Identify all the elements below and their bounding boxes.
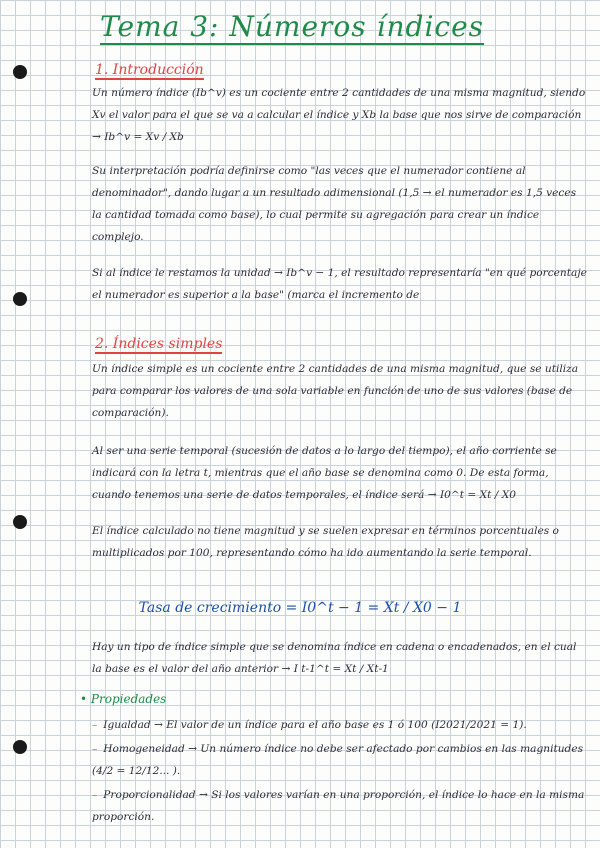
paragraph-simple-2: Al ser una serie temporal (sucesión de datos a lo largo del tiempo), el año corriente se indicará con la letra t, mientras que el año base se denomina como 0. De esta forma, cuando tenemos una serie de datos temporales, el índice será → I0^t = Xt / X0 xyxy=(92,445,557,501)
page-title: Tema 3: Números índices xyxy=(100,10,485,43)
paragraph-intro-3: Si al índice le restamos la unidad → Ib^v − 1, el resultado representaría "en qué porcentaje el numerador es superior a la base" (marca el incremento de xyxy=(92,267,587,301)
binder-hole-2 xyxy=(13,292,27,306)
section-intro-heading: 1. Introducción xyxy=(95,62,204,78)
paragraph-simple-3: El índice calculado no tiene magnitud y se suelen expresar en términos porcentuales o multiplicados por 100, representando cómo ha ido aumentando la serie temporal. xyxy=(92,525,559,559)
property-proportionality: – Proporcionalidad → Si los valores varían en una proporción, el índice lo hace en la misma proporción. xyxy=(92,789,585,823)
binder-hole-3 xyxy=(13,515,27,529)
binder-hole-1 xyxy=(13,65,27,79)
property-equality: – Igualdad → El valor de un índice para el año base es 1 ó 100 (I2021/2021 = 1). xyxy=(92,719,527,731)
paragraph-simple-1: Un índice simple es un cociente entre 2 cantidades de una misma magnitud, que se utiliza para comparar los valores de una sola variable en función de uno de sus valores (base de comparación). xyxy=(92,363,579,419)
section-simple-heading: 2. Índices simples xyxy=(95,336,223,352)
properties-heading: • Propiedades xyxy=(80,692,167,706)
paragraph-chain-index: Hay un tipo de índice simple que se denomina índice en cadena o encadenados, en el cual la base es el valor del año anterior → I t-1^t = Xt / Xt-1 xyxy=(92,641,577,675)
binder-hole-4 xyxy=(13,740,27,754)
property-homogeneity: – Homogeneidad → Un número índice no debe ser afectado por cambios en las magnitudes (4/2 = 12/12... ). xyxy=(92,743,584,777)
paragraph-intro-1: Un número índice (Ib^v) es un cociente entre 2 cantidades de una misma magnitud, siendo Xv el valor para el que se va a calcular el índice y Xb la base que nos sirve de comparación → Ib^v = Xv / Xb xyxy=(92,87,586,143)
growth-rate-formula: Tasa de crecimiento = I0^t − 1 = Xt / X0 − 1 xyxy=(138,600,462,616)
paragraph-intro-2: Su interpretación podría definirse como "las veces que el numerador contiene al denominador", dando lugar a un resultado adimensional (1,5 → el numerador es 1,5 veces la cantidad tomada como base), lo cual permite su agregación para crear un índice complejo. xyxy=(92,165,577,243)
